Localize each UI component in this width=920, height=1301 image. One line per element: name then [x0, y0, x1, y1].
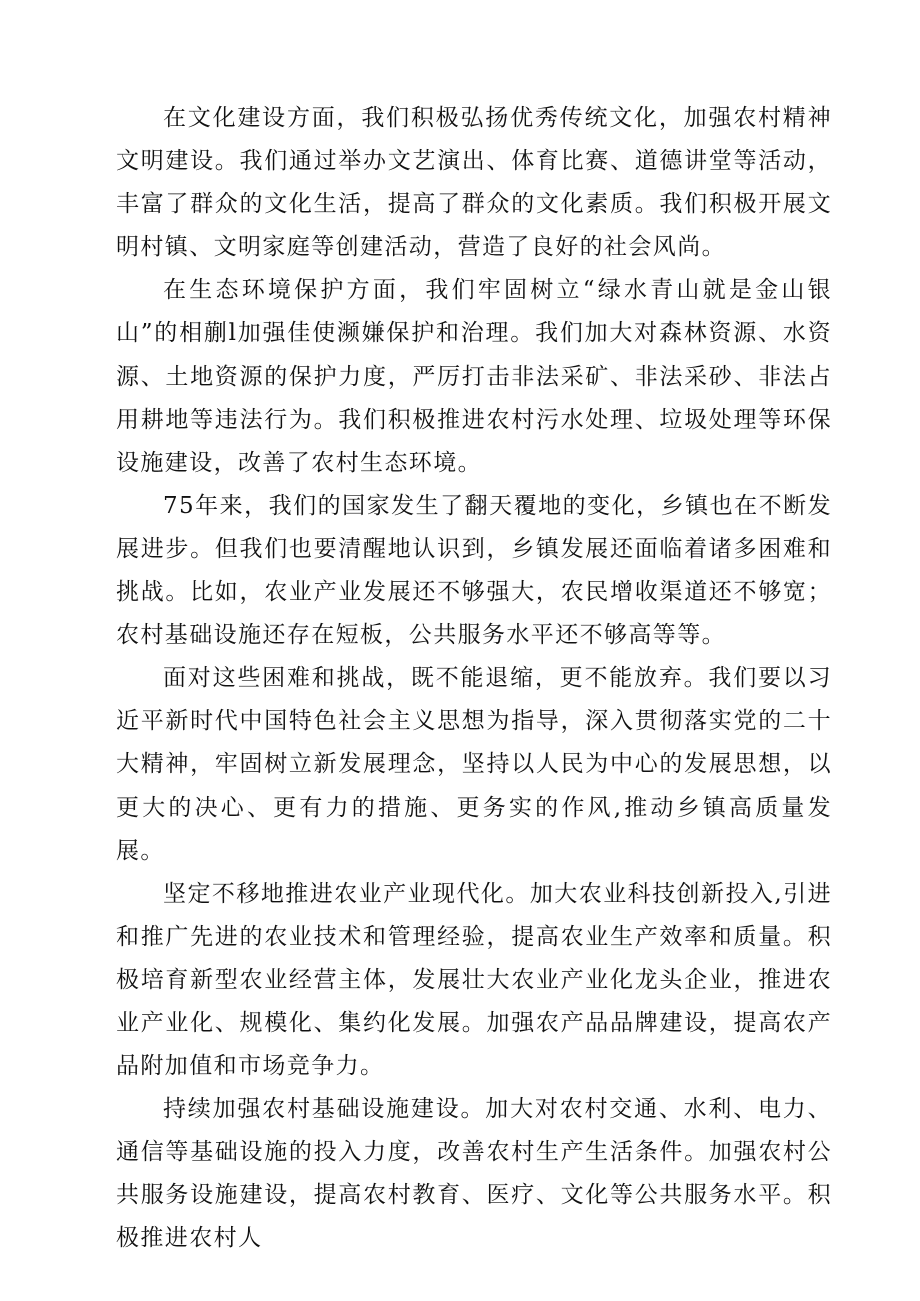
document-body — [116, 97, 832, 1261]
paragraph-culture: 在文化建设方面，我们积极弘扬优秀传统文化，加强农村精神文明建设。我们通过举办文艺演出、体育比赛、道德讲堂等活动，丰富了群众的文化生活，提高了群众的文化素质。我们积极开展文明村镇、文明家庭等创建活动，营造了良好的社会风尚。 — [116, 105, 832, 261]
paragraph-challenges: 面对这些困难和挑战，既不能退缩，更不能放弃。我们要以习近平新时代中国特色社会主义思想为指导，深入贯彻落实党的二十大精神，牢固树立新发展理念，坚持以人民为中心的发展思想，以更大的决心、更有力的措施、更务实的作风,推动乡镇高质量发展。 — [116, 665, 832, 864]
paragraph-ecology: 在生态环境保护方面，我们牢固树立“绿水青山就是金山银山”的相蒯l加强佳使濒嫌保护和治理。我们加大对森林资源、水资源、土地资源的保护力度，严厉打击非法采矿、非法采砂、非法占用耕地等违法行为。我们积极推进农村污水处理、垃圾处理等环保设施建设，改善了农村生态环境。 — [116, 277, 832, 476]
paragraph-agriculture: 坚定不移地推进农业产业现代化。加大农业科技创新投入,引进和推广先进的农业技术和管理经验，提高农业生产效率和质量。积极培育新型农业经营主体，发展壮大农业产业化龙头企业，推进农业产业化、规模化、集约化发展。加强农产品品牌建设，提高农产品附加值和市场竞争力。 — [116, 880, 832, 1080]
paragraph-75-years: 75年来，我们的国家发生了翻天覆地的变化，乡镇也在不断发展进步。但我们也要清醒地认识到，乡镇发展还面临着诸多困难和挑战。比如，农业产业发展还不够强大，农民增收渠道还不够宽；农村基础设施还存在短板，公共服务水平还不够高等等。 — [116, 492, 832, 649]
paragraph-infrastructure: 持续加强农村基础设施建设。加大对农村交通、水利、电力、通信等基础设施的投入力度，改善农村生产生活条件。加强农村公共服务设施建设，提高农村教育、医疗、文化等公共服务水平。积极推进农村人 — [116, 1096, 832, 1252]
